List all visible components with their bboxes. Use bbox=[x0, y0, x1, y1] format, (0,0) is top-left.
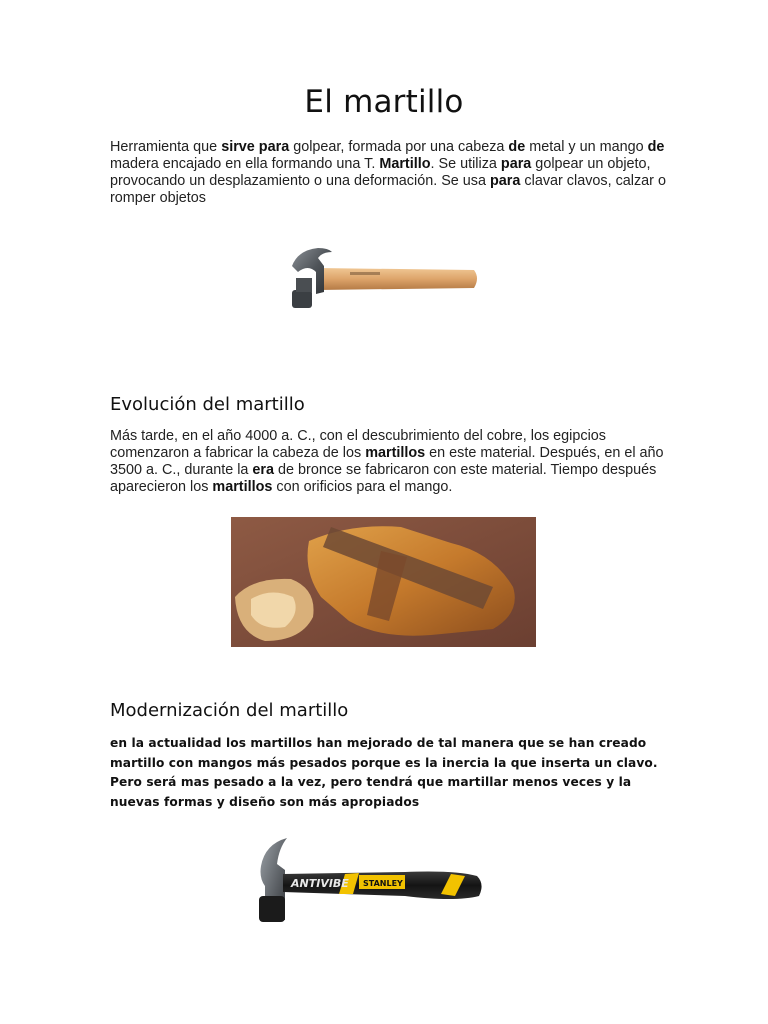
page-title: El martillo bbox=[304, 84, 464, 120]
bold-text-run: para bbox=[500, 156, 532, 172]
stanley-logo-text: STANLEY bbox=[363, 879, 403, 888]
text-run: con orificios para el mango. bbox=[272, 479, 453, 495]
text-run: metal y un mango bbox=[525, 139, 648, 155]
bold-text-run: martillos bbox=[365, 445, 426, 461]
section-heading-modernization: Modernización del martillo bbox=[110, 700, 349, 721]
ancient-hammer-image bbox=[231, 517, 536, 647]
evolution-paragraph bbox=[110, 428, 670, 496]
text-run: . Se utiliza bbox=[430, 156, 501, 172]
section-heading-evolution: Evolución del martillo bbox=[110, 394, 305, 415]
text-run: Herramienta que bbox=[110, 139, 222, 155]
text-run: en este material. Después, en el año 3500 a. C., durante la bbox=[110, 445, 664, 478]
bold-text-run: sirve para bbox=[221, 139, 290, 155]
wooden-claw-hammer-image bbox=[288, 244, 482, 310]
text-run: golpear un objeto, provocando un desplazamiento o una deformación. Se usa bbox=[110, 156, 651, 189]
bold-text-run: de bbox=[647, 139, 665, 155]
text-run: de bronce se fabricaron con este material. Tiempo después aparecieron los bbox=[110, 462, 657, 495]
antivibe-label: ANTIVIBE bbox=[291, 877, 349, 890]
bold-text-run: era bbox=[252, 462, 275, 478]
bold-text-run: de bbox=[508, 139, 526, 155]
bold-text-run: Martillo bbox=[379, 156, 431, 172]
text-run: Más tarde, en el año 4000 a. C., con el descubrimiento del cobre, los egipcios comenzaron a fabricar la cabeza de los bbox=[110, 428, 606, 461]
modern-antivibe-hammer-image bbox=[255, 836, 485, 926]
text-run: clavar clavos, calzar o romper objetos bbox=[110, 173, 666, 206]
text-run: golpear, formada por una cabeza bbox=[289, 139, 509, 155]
intro-paragraph bbox=[110, 139, 670, 207]
modernization-paragraph: en la actualidad los martillos han mejorado de tal manera que se han creado martillo con mangos más pesados porque es la inercia la que inserta un clavo. Pero será mas pesado a la vez, pero tendrá que martillar menos veces y la nuevas formas y diseño son más apropiados bbox=[110, 736, 658, 809]
text-run: madera encajado en ella formando una T. bbox=[110, 156, 380, 172]
bold-text-run: para bbox=[490, 173, 521, 189]
bold-text-run: martillos bbox=[212, 479, 273, 495]
